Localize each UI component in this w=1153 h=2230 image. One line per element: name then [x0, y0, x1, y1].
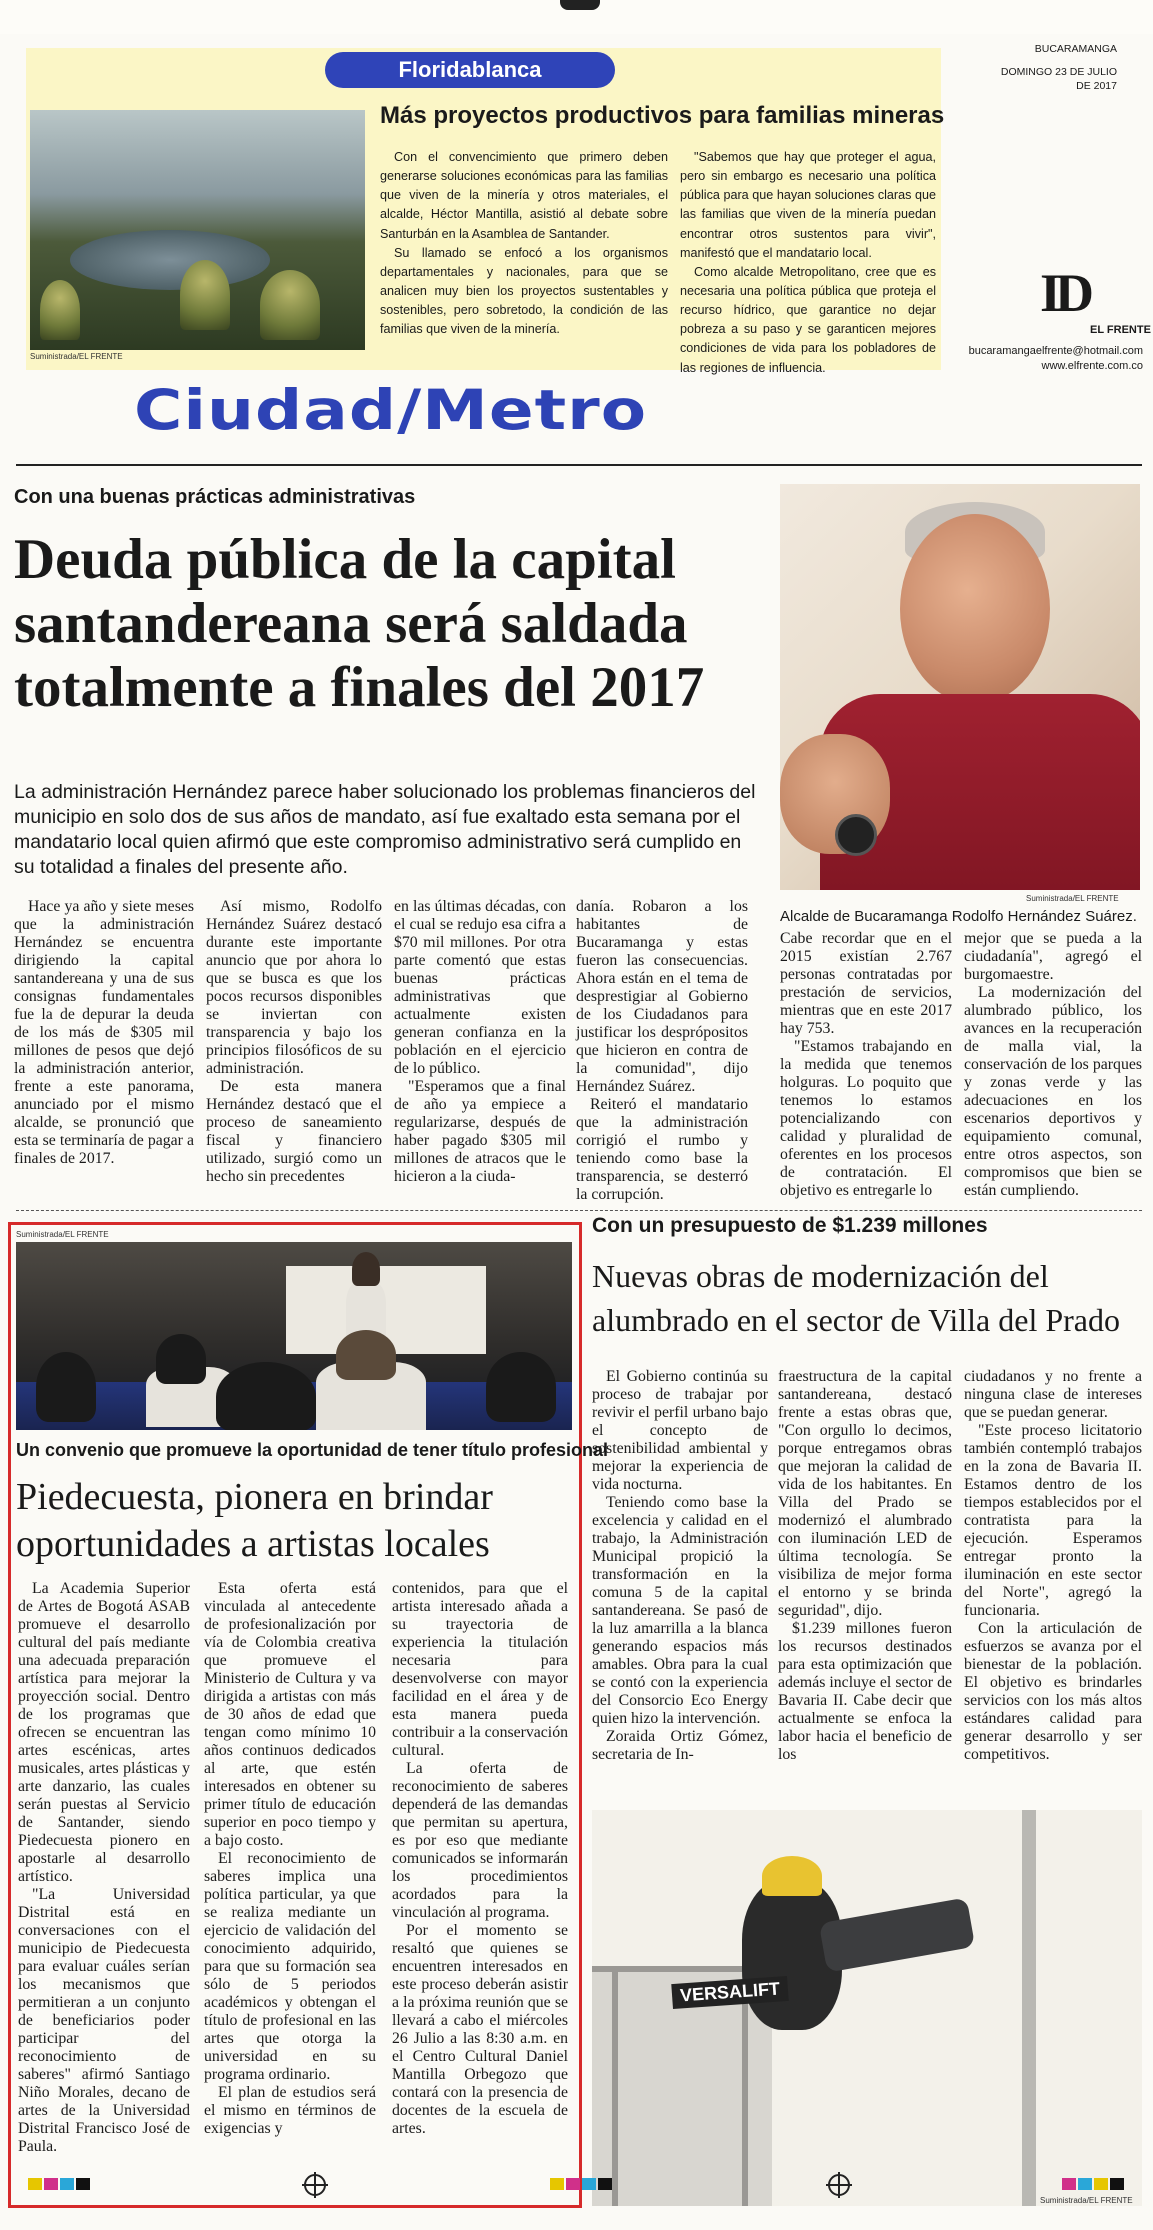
print-registration-bar: [0, 2170, 1153, 2230]
main-column-3: en las últimas décadas, con el cual se redujo esa cifra a $70 mil millones. Por otra parte comentó que estas buenas prácticas administrativas que actualmente existen generan confianza en la población en el ejercicio de lo público. "Esperamos que a final de año ya empiece a regularizarse, después de haber pagado $305 mil millones de atracos que le hicieron a la ciuda-: [394, 898, 566, 1185]
lagoon-photo: [30, 110, 365, 350]
main-column-4: danía. Robaron a los habitantes de Bucaramanga y estas fueron las consecuencias. Ahora están en el tema de desprestigiar al Gobierno de los Ciudadanos para justificar los desprópositos que hicieron en contra de la comunidad", dijo Hernández Suárez. Reiteró el mandatario que la administración corrigió el rumbo y teniendo como base la transparencia, se desterró la corrupción.: [576, 898, 748, 1203]
section-title: Ciudad/Metro: [134, 378, 648, 443]
portrait-caption: Alcalde de Bucaramanga Rodolfo Hernández Suárez.: [780, 908, 1137, 925]
main-kicker: Con una buenas prácticas administrativas: [14, 486, 416, 508]
right-kicker: Con un presupuesto de $1.239 millones: [592, 1214, 988, 1237]
right-column-3: ciudadanos y no frente a ninguna clase de intereses que se puedan generar. "Este proceso licitatorio también contempló trabajos en la zona de Bavaria II. Estamos dentro de los tiempos establecidos por el contratista para la ejecución. Esperamos entregar pronto la iluminación en este sector del Norte", agregó la funcionaria. Con la articulación de esfuerzos se avanza por el bienestar de la población. El objetivo es brindarles servicios con los más altos estándares calidad para generar desarrollo y ser competitivos.: [964, 1368, 1142, 1763]
right-headline: Nuevas obras de modernización del alumbrado en el sector de Villa del Prado: [592, 1258, 1120, 1338]
box-column-1: La Academia Superior de Artes de Bogotá ASAB promueve el desarrollo cultural del país mediante una adecuada preparación artística para mejorar la proyección social. Dentro de los programas que ofrecen se encuentran las artes escénicas, artes musicales, artes plásticas y arte danzario, las cuales serán puestas al Servicio de Santander, siendo Piedecuesta pionero en apostarle al desarrollo artístico. "La Universidad Distrital está en conversaciones con el municipio de Piedecuesta para evaluar cuáles serían los mecanismos que permitieran a un conjunto de beneficiarios poder participar del reconocimiento de saberes" afirmó Santiago Niño Morales, decano de artes de la Universidad Distrital Francisco José de Paula.: [18, 1580, 190, 2155]
promo-column-2: "Sabemos que hay que proteger el agua, pero sin embargo es necesario una política pública para que hayan soluciones claras que las familias que viven de la minería puedan encontrar otros sustentos para vivir", manifestó que el mandatario local. Como alcalde Metropolitano, cree que es necesaria una política pública que proteja el recurso hídrico, que garantice no dejar pobreza a su paso y se garanticen mejores condiciones de vida para los pobladores de las regiones de influencia.: [680, 150, 936, 375]
streetlight-work-photo: [592, 1810, 1142, 2206]
right-column-2: fraestructura de la capital santandereana, destacó frente a estas obras que, "Con orgullo lo decimos, porque entregamos obras que mejoran la calidad de vida de los habitantes. En Villa del Prado se modernizó el alumbrado con iluminación LED de última tecnología. Se visibiliza de mejor forma el entorno y se brinda seguridad", dijo. $1.239 millones fueron los recursos destinados para esta optimización que además incluye el sector de Bavaria II. Cabe decir que actualmente se enfoca la labor hacia el beneficio de los: [778, 1368, 952, 1763]
portrait-credit: Suministrada/EL FRENTE: [1026, 894, 1119, 903]
city-name: BUCARAMANGA: [1034, 43, 1117, 55]
main-headline: Deuda pública de la capital santandereana será saldada totalmente a finales del 2017: [14, 528, 705, 719]
newspaper-logo: ID: [1040, 263, 1089, 323]
location-tag: Floridablanca: [325, 52, 615, 88]
registration-mark-icon: [304, 2174, 326, 2196]
lift-brand-sign: VERSALIFT: [671, 1976, 788, 2009]
issue-date: DOMINGO 23 DE JULIO DE 2017: [1000, 65, 1117, 93]
mayor-portrait: [780, 484, 1140, 890]
story-divider: [16, 1210, 1142, 1211]
main-column-6: mejor que se pueda a la ciudadanía", agregó el burgomaestre. La modernización del alumbrado público, los avances en la recuperación de malla vial, la conservación de los parques y zonas verde y las adecuaciones en los escenarios deportivos y equipamiento comunal, entre otros aspectos, son compromisos que bien se están cumpliendo.: [964, 930, 1142, 1199]
section-rule: [16, 464, 1142, 466]
box-column-3: contenidos, para que el artista interesado añada a su trayectoria de experiencia la titulación necesaria para desenvolverse con mayor facilidad en el área y de esta manera pueda contribuir a la conservación cultural. La oferta de reconocimiento de saberes dependerá de las demandas que permitan su apertura, es por eso que mediante comunicados se informarán los procedimientos acordados para la vinculación al programa. Por el momento se resaltó que quienes se encuentren interesados en este proceso deberán asistir a la próxima reunión que se llevará a cabo el miércoles 26 Julio a las 8:30 a.m. en el Centro Cultural Daniel Mantilla Orbegozo que contará con la presencia de docentes de la escuela de artes.: [392, 1580, 568, 2137]
contact-email: bucaramangaelfrente@hotmail.com: [968, 345, 1143, 357]
photo-credit: Suministrada/EL FRENTE: [30, 352, 123, 361]
registration-mark-icon: [828, 2174, 850, 2196]
main-lede: La administración Hernández parece haber solucionado los problemas financieros del municipio en solo dos de sus años de mandato, así fue exaltado esta semana por el mandatario local quien afirmó que este compromiso administrativo será cumplido en su totalidad a finales del presente año.: [14, 781, 756, 878]
dateline: [987, 42, 1117, 94]
box-headline: Piedecuesta, pionera en brindar oportunidades a artistas locales: [16, 1476, 493, 1565]
main-column-1: Hace ya año y siete meses que la administración Hernández se encuentra dirigiendo la capital santandereana y una de sus consignas fundamentales fue la de depurar la deuda de los más de $305 mil millones de pesos que dejó la administración anterior, frente a este panorama, anunciado por el mismo alcalde, se pronunció que esta se terminaría de pagar a finales de 2017.: [14, 898, 194, 1167]
box-photo-credit: Suministrada/EL FRENTE: [16, 1230, 109, 1239]
lamp-photo-credit: Suministrada/EL FRENTE: [1040, 2196, 1133, 2205]
auditorium-photo: [16, 1242, 572, 1430]
top-edge: [0, 0, 1153, 34]
newspaper-name: EL FRENTE: [1090, 324, 1151, 336]
promo-column-1: Con el convencimiento que primero deben generarse soluciones económicas para las familias que viven de la minería y otros materiales, el alcalde, Héctor Mantilla, asistió al debate sobre Santurbán en la Asamblea de Santander. Su llamado se enfocó a los organismos departamentales y nacionales, para que se analicen muy bien los proyectos sustentables y sostenibles, pero sobretodo, la condición de las familias que viven de la minería.: [380, 150, 668, 337]
contact-info: [893, 344, 1143, 374]
main-column-5: Cabe recordar que en el 2015 existían 2.767 personas contratadas por prestación de servicios, mientras que en este 2017 hay 753. "Estamos trabajando en la medida que tenemos holguras. Lo poquito que tenemos lo estamos potencializando con calidad y pluralidad de oferentes en los procesos de contratación. El objetivo es entregarle lo: [780, 930, 952, 1199]
main-column-2: Así mismo, Rodolfo Hernández Suárez destacó durante este importante anuncio que por ahora lo que se busca es que los pocos recursos disponibles se inviertan con transparencia y bajo los principios filosóficos de su administración. De esta manera Hernández destacó que el proceso de saneamiento fiscal y financiero utilizado, surgió como un hecho sin precedentes: [206, 898, 382, 1185]
box-kicker: Un convenio que promueve la oportunidad de tener título profesional: [16, 1440, 609, 1460]
box-column-2: Esta oferta está vinculada al antecedente de profesionalización por vía de Colombia creativa que promueve el Ministerio de Cultura y va dirigida a artistas con más de 30 años de edad que tengan como mínimo 10 años continuos dedicados al arte, que estén interesados en obtener su primer título de educación superior en poco tiempo y a bajo costo. El reconocimiento de saberes implica una política particular, ya que se realiza mediante un ejercicio de validación del conocimiento adquirido, para que su formación sea sólo de 5 periodos académicos y obtengan el título de profesional en las artes que otorga la universidad en su programa ordinario. El plan de estudios será el mismo en términos de exigencias y: [204, 1580, 376, 2137]
right-column-1: El Gobierno continúa su proceso de trabajar por revivir el perfil urbano bajo el concepto de sostenibilidad ambiental y mejorar la experiencia de vida nocturna. Teniendo como base la excelencia y calidad en el trabajo, la Administración Municipal propició la transformación en la comuna 5 de la capital santandereana. Se pasó de la luz amarrilla a la blanca generando espacios más amables. Obra para la cual se contó con la experiencia del Consorcio Eco Energy quien hizo la intervención. Zoraida Ortiz Gómez, secretaria de In-: [592, 1368, 768, 1763]
promo-headline: Más proyectos productivos para familias mineras: [380, 102, 945, 129]
contact-website: www.elfrente.com.co: [1041, 359, 1143, 372]
